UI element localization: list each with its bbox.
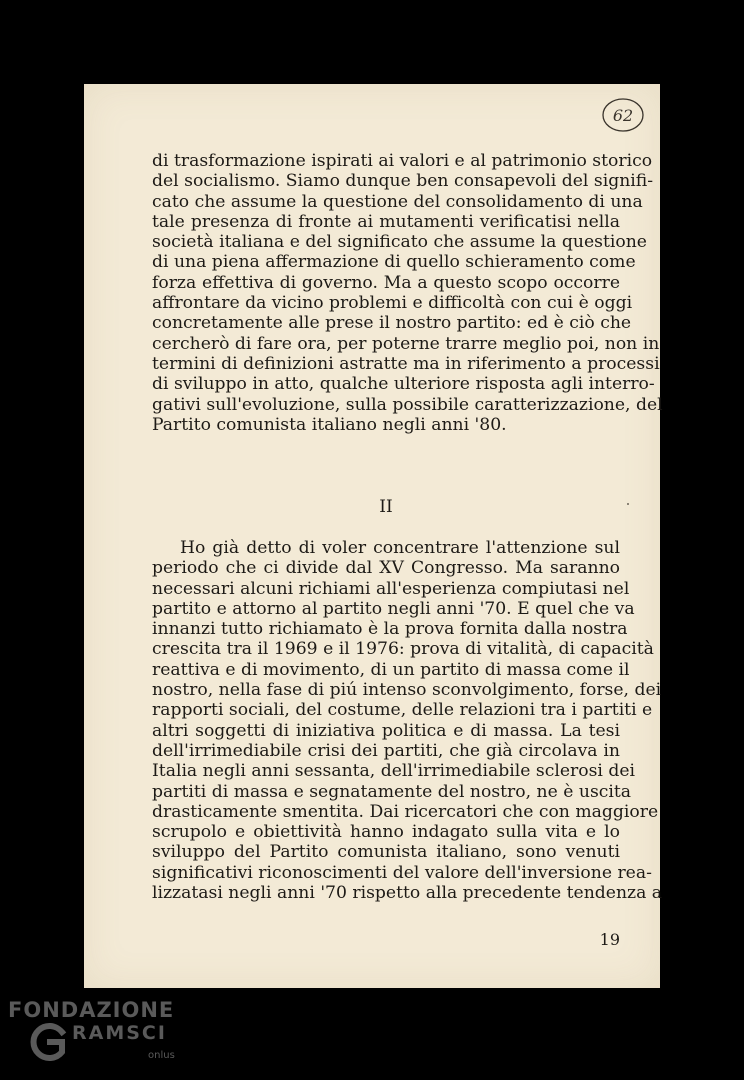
text-line: termini di definizioni astratte ma in riferimento a processi <box>152 353 660 374</box>
text-line: partito e attorno al partito negli anni '70. E quel che va <box>152 598 635 619</box>
text-line: Italia negli anni sessanta, dell'irrimediabile sclerosi dei <box>152 761 636 782</box>
text-line: reattiva e di movimento, di un partito di massa come il <box>152 659 630 680</box>
text-line: affrontare da vicino problemi e difficoltà con cui è oggi <box>152 293 633 314</box>
text-line: significativi riconoscimenti del valore dell'inversione rea- <box>152 862 652 883</box>
text-line: necessari alcuni richiami all'esperienza compiutasi nel <box>152 578 630 599</box>
text-line: di una piena affermazione di quello schieramento come <box>152 252 636 273</box>
text-line: tale presenza di fronte ai mutamenti verificatisi nella <box>152 211 620 232</box>
text-line: drasticamente smentita. Dai ricercatori che con maggiore <box>152 801 659 822</box>
text-line: sviluppo del Partito comunista italiano, sono venuti <box>152 842 620 863</box>
archive-mark-number: 62 <box>612 106 634 125</box>
text-line: scrupolo e obiettività hanno indagato sulla vita e lo <box>152 822 620 843</box>
text-line: altri soggetti di iniziativa politica e di massa. La tesi <box>152 720 620 741</box>
text-line: nostro, nella fase di piú intenso sconvolgimento, forse, dei <box>152 680 662 701</box>
text-line: dell'irrimediabile crisi dei partiti, che già circolava in <box>152 740 620 761</box>
text-line: società italiana e del significato che assume la questione <box>152 232 647 253</box>
text-line: gativi sull'evoluzione, sulla possibile caratterizzazione, del <box>152 394 663 415</box>
text-line: del socialismo. Siamo dunque ben consapevoli del signifi- <box>152 171 654 192</box>
text-line: concretamente alle prese il nostro partito: ed è ciò che <box>152 313 632 334</box>
text-line: lizzatasi negli anni '70 rispetto alla precedente tendenza a <box>152 883 663 904</box>
text-line: rapporti sociali, del costume, delle relazioni tra i partiti e <box>152 700 653 721</box>
watermark-line3: onlus <box>148 1050 175 1061</box>
text-line: innanzi tutto richiamato è la prova fornita dalla nostra <box>152 619 628 640</box>
text-line: di sviluppo in atto, qualche ulteriore risposta agli interro- <box>152 374 655 395</box>
text-line: Ho già detto di voler concentrare l'attenzione sul <box>180 538 620 558</box>
text-line: Partito comunista italiano negli anni '80. <box>152 414 507 435</box>
text-line: partiti di massa e segnatamente del nostro, ne è uscita <box>152 781 632 802</box>
section-heading: II <box>379 497 393 517</box>
watermark-line1: FONDAZIONE <box>8 998 175 1022</box>
paragraph-2 <box>152 538 663 904</box>
text-line: cercherò di fare ora, per poterne trarre meglio poi, non in <box>152 333 660 354</box>
text-line: di trasformazione ispirati ai valori e al patrimonio storico <box>152 151 653 171</box>
watermark-g-icon <box>28 1020 68 1064</box>
archive-page-mark <box>600 95 646 135</box>
watermark-line2: RAMSCI <box>72 1022 167 1044</box>
paragraph-1 <box>152 151 663 435</box>
fondazione-gramsci-watermark <box>8 998 188 1074</box>
circled-number-icon <box>600 95 646 135</box>
text-line: crescita tra il 1969 e il 1976: prova di vitalità, di capacità <box>152 639 654 660</box>
page-number: 19 <box>599 930 620 949</box>
text-line: cato che assume la questione del consolidamento di una <box>152 191 643 212</box>
text-line: periodo che ci divide dal XV Congresso. Ma saranno <box>152 558 620 579</box>
text-line: forza effettiva di governo. Ma a questo scopo occorre <box>152 272 620 293</box>
scan-speck <box>627 503 629 505</box>
